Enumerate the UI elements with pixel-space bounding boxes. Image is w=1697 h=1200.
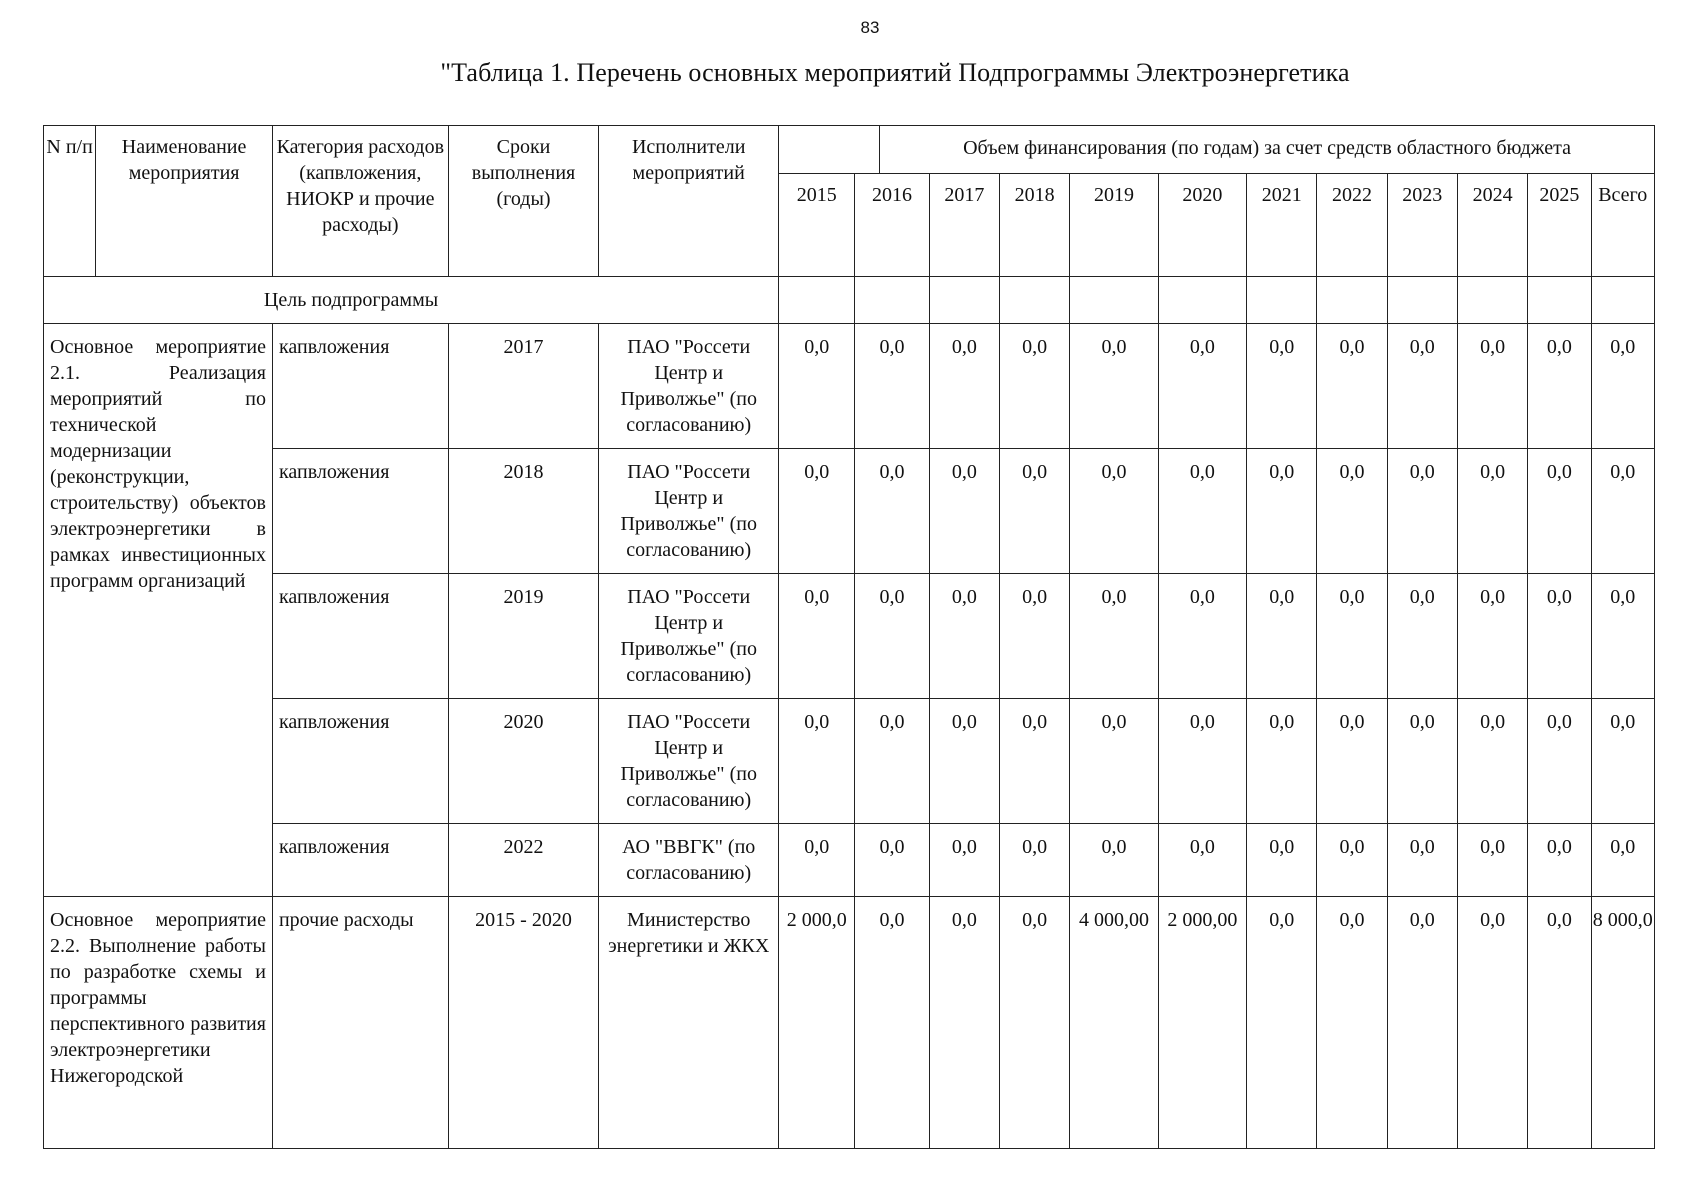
value-cell: 0,0: [779, 324, 855, 449]
goal-cell: [1158, 277, 1246, 324]
category-cell: прочие расходы: [272, 897, 448, 1149]
value-cell: 0,0: [1247, 574, 1317, 699]
value-cell: 0,0: [1387, 324, 1457, 449]
value-cell: 0,0: [1457, 699, 1527, 824]
table-row: [44, 824, 1655, 897]
goal-cell: [1387, 277, 1457, 324]
value-cell: 0,0: [1387, 699, 1457, 824]
value-cell: 0,0: [929, 897, 999, 1149]
term-cell: 2019: [448, 574, 599, 699]
term-cell: 2018: [448, 449, 599, 574]
value-cell: 0,0: [1528, 449, 1591, 574]
value-cell: 0,0: [1317, 824, 1387, 897]
value-cell: 0,0: [929, 824, 999, 897]
value-cell: 0,0: [1457, 824, 1527, 897]
value-cell: 0,0: [1387, 574, 1457, 699]
value-cell: 0,0: [1591, 574, 1655, 699]
measures-table: [43, 125, 1655, 1149]
header-year: 2022: [1317, 174, 1387, 277]
value-cell: 0,0: [1387, 897, 1457, 1149]
value-cell: 0,0: [1317, 574, 1387, 699]
value-cell: 4 000,00: [1070, 897, 1158, 1149]
value-cell: 0,0: [929, 324, 999, 449]
value-cell: 0,0: [855, 699, 929, 824]
goal-cell: [779, 277, 855, 324]
value-cell: 0,0: [779, 824, 855, 897]
value-cell: 0,0: [1317, 449, 1387, 574]
header-year: 2019: [1070, 174, 1158, 277]
value-cell: 0,0: [1528, 824, 1591, 897]
header-funding-group: Объем финансирования (по годам) за счет средств областного бюджета: [963, 137, 1571, 159]
value-cell: 0,0: [1317, 897, 1387, 1149]
term-cell: 2022: [448, 824, 599, 897]
executor-cell: ПАО "Россети Центр и Приволжье" (по согласованию): [599, 449, 779, 574]
header-year: 2018: [1000, 174, 1070, 277]
value-cell: 0,0: [1528, 897, 1591, 1149]
value-cell: 0,0: [1528, 324, 1591, 449]
table-row: [44, 449, 1655, 574]
value-cell: 0,0: [1000, 449, 1070, 574]
value-cell: 8 000,0: [1591, 897, 1655, 1149]
goal-cell: [1000, 277, 1070, 324]
value-cell: 0,0: [779, 574, 855, 699]
goal-cell: [1528, 277, 1591, 324]
value-cell: 0,0: [929, 699, 999, 824]
value-cell: 0,0: [1247, 824, 1317, 897]
header-year: 2015: [779, 174, 855, 277]
header-funding-cell: [779, 126, 1655, 174]
executor-cell: ПАО "Россети Центр и Приволжье" (по согласованию): [599, 574, 779, 699]
value-cell: 0,0: [1000, 324, 1070, 449]
value-cell: 0,0: [1247, 449, 1317, 574]
goal-cell: [855, 277, 929, 324]
header-year: Всего: [1591, 174, 1655, 277]
value-cell: 0,0: [1158, 574, 1246, 699]
category-cell: капвложения: [272, 324, 448, 449]
header-year: 2021: [1247, 174, 1317, 277]
value-cell: 0,0: [1247, 699, 1317, 824]
value-cell: 0,0: [1158, 449, 1246, 574]
value-cell: 0,0: [1070, 574, 1158, 699]
value-cell: 0,0: [1247, 324, 1317, 449]
value-cell: 0,0: [855, 449, 929, 574]
value-cell: 0,0: [1247, 897, 1317, 1149]
header-category: Категория расходов (капвложения, НИОКР и прочие расходы): [272, 126, 448, 277]
term-cell: 2015 - 2020: [448, 897, 599, 1149]
goal-cell: [929, 277, 999, 324]
table-title: "Таблица 1. Перечень основных мероприятий Подпрограммы Электроэнергетика: [440, 58, 1350, 87]
category-cell: капвложения: [272, 449, 448, 574]
value-cell: 0,0: [1528, 574, 1591, 699]
term-cell: 2017: [448, 324, 599, 449]
table-row: [44, 699, 1655, 824]
value-cell: 0,0: [1457, 449, 1527, 574]
value-cell: 0,0: [1591, 824, 1655, 897]
executor-cell: Министерство энергетики и ЖКХ: [599, 897, 779, 1149]
value-cell: 0,0: [1591, 324, 1655, 449]
value-cell: 0,0: [1457, 574, 1527, 699]
value-cell: 0,0: [929, 449, 999, 574]
header-name: Наименование мероприятия: [96, 126, 273, 277]
value-cell: 0,0: [1158, 324, 1246, 449]
value-cell: 0,0: [1591, 449, 1655, 574]
value-cell: 0,0: [1070, 824, 1158, 897]
value-cell: 0,0: [855, 824, 929, 897]
activity-name: Основное мероприятие 2.1. Реализация мероприятий по технической модернизации (реконструкции, строительству) объектов электроэнергетики в рамках инвестиционных программ организаций: [44, 324, 273, 897]
term-cell: 2020: [448, 699, 599, 824]
goal-cell: [1317, 277, 1387, 324]
value-cell: 2 000,0: [779, 897, 855, 1149]
header-year: 2025: [1528, 174, 1591, 277]
goal-cell: [1070, 277, 1158, 324]
value-cell: 0,0: [855, 897, 929, 1149]
header-n: N п/п: [44, 126, 96, 277]
table-row: [44, 574, 1655, 699]
value-cell: 0,0: [1317, 699, 1387, 824]
value-cell: 0,0: [1000, 699, 1070, 824]
page-number: 83: [860, 18, 880, 37]
category-cell: капвложения: [272, 824, 448, 897]
value-cell: 0,0: [1457, 324, 1527, 449]
goal-row-label: Цель подпрограммы: [44, 277, 779, 324]
value-cell: 0,0: [1000, 574, 1070, 699]
value-cell: 0,0: [1387, 449, 1457, 574]
value-cell: 0,0: [1000, 824, 1070, 897]
executor-cell: ПАО "Россети Центр и Приволжье" (по согласованию): [599, 324, 779, 449]
value-cell: 0,0: [1070, 449, 1158, 574]
header-year: 2017: [929, 174, 999, 277]
value-cell: 0,0: [1528, 699, 1591, 824]
activity-name: Основное мероприятие 2.2. Выполнение работы по разработке схемы и программы перспективного развития электроэнергетики Нижегородской: [44, 897, 273, 1149]
header-executors: Исполнители мероприятий: [599, 126, 779, 277]
header-funding-blank: [779, 126, 880, 173]
table-row: [44, 897, 1655, 1149]
value-cell: 0,0: [855, 324, 929, 449]
value-cell: 2 000,00: [1158, 897, 1246, 1149]
value-cell: 0,0: [1070, 324, 1158, 449]
goal-cell: [1247, 277, 1317, 324]
goal-cell: [1591, 277, 1655, 324]
value-cell: 0,0: [1591, 699, 1655, 824]
value-cell: 0,0: [779, 449, 855, 574]
header-year: 2023: [1387, 174, 1457, 277]
value-cell: 0,0: [1000, 897, 1070, 1149]
header-year: 2020: [1158, 174, 1246, 277]
header-year: 2016: [855, 174, 929, 277]
value-cell: 0,0: [1158, 699, 1246, 824]
value-cell: 0,0: [1387, 824, 1457, 897]
goal-cell: [1457, 277, 1527, 324]
value-cell: 0,0: [929, 574, 999, 699]
header-terms: Сроки выполнения (годы): [448, 126, 599, 277]
value-cell: 0,0: [1457, 897, 1527, 1149]
executor-cell: АО "ВВГК" (по согласованию): [599, 824, 779, 897]
executor-cell: ПАО "Россети Центр и Приволжье" (по согласованию): [599, 699, 779, 824]
value-cell: 0,0: [1070, 699, 1158, 824]
value-cell: 0,0: [1317, 324, 1387, 449]
table-row: [44, 324, 1655, 449]
value-cell: 0,0: [855, 574, 929, 699]
value-cell: 0,0: [779, 699, 855, 824]
header-year: 2024: [1457, 174, 1527, 277]
value-cell: 0,0: [1158, 824, 1246, 897]
category-cell: капвложения: [272, 699, 448, 824]
category-cell: капвложения: [272, 574, 448, 699]
